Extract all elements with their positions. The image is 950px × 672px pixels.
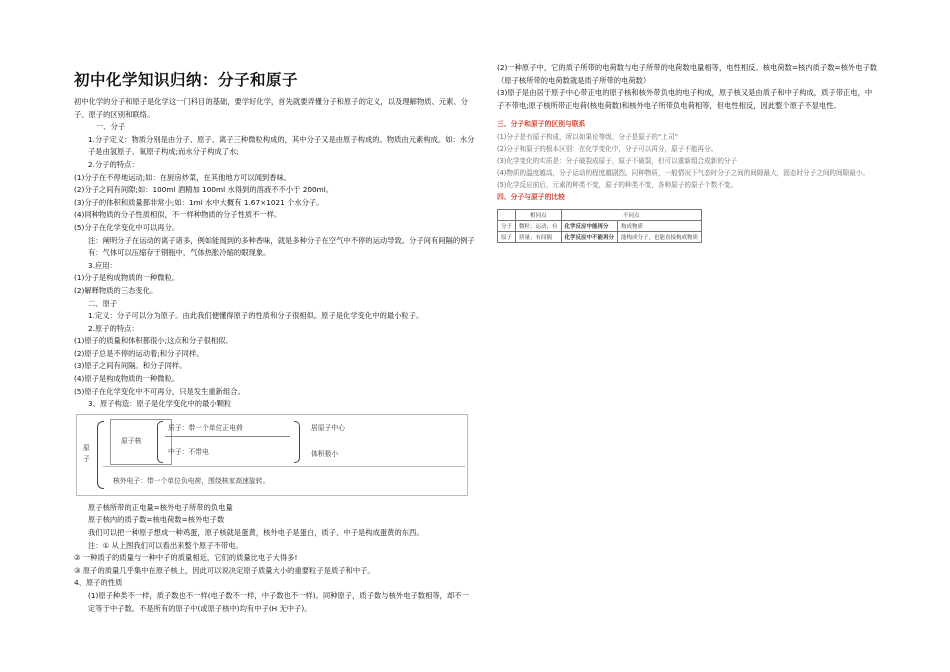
atom-structure-diagram	[76, 414, 468, 496]
table-cell: 化学反应中能再分	[561, 221, 618, 232]
atom-feature-1: (1)原子的质量和体积都很小;这点和分子很相似。	[74, 336, 233, 346]
right-column	[483, 62, 879, 243]
atom-feature-3: (3)原子之间有间隔。和分子同样。	[74, 361, 187, 371]
table-cell: 构成物质	[618, 221, 702, 232]
diagram-volume-label: 体积极小	[311, 449, 339, 458]
table-cell: 原子	[498, 232, 516, 243]
diagram-brace-right	[294, 421, 300, 463]
comparison-table	[497, 209, 702, 243]
atom-feature-4: (4)原子是构成物质的一种微粒。	[74, 374, 180, 384]
diagram-proton-label: 质子：带一个单位正电荷	[168, 423, 243, 432]
note-3: ③ 原子的质量几乎集中在原子核上，因此可以说决定原子质量大小的重要粒子是质子和中子。	[74, 565, 375, 575]
difference-item-5: (5)化学反应前后，元素的种类不变，原子的种类不变，各种原子的原子个数不变。	[497, 181, 738, 190]
molecule-definition: 1.分子定义：物质分别是由分子、原子、离子三种微粒构成的，其中分子又是由原子构成的。物质由元素构成。如：水分子是由氢原子、氧原子构成;而水分子构成了水;	[88, 134, 475, 157]
page-title: 初中化学知识归纳：分子和原子	[74, 71, 299, 89]
diagram-electron-label: 核外电子：带一个单位负电荷，围绕核家高速旋转。	[113, 476, 270, 485]
table-cell: 微粒；运动；有	[516, 221, 562, 232]
diagram-brace-nucleus	[157, 421, 163, 463]
molecule-application-1: (1)分子是构成物质的一种微粒。	[74, 273, 180, 283]
molecule-application-heading: 3.应用：	[88, 260, 117, 270]
charge-equality: 原子核所带的正电量=核外电子所带的负电量	[88, 502, 233, 512]
atom-feature-5: (5)原子在化学变化中不可再分，只是发生重新组合。	[74, 386, 245, 396]
diagram-separator	[165, 436, 290, 437]
diagram-brace-left	[97, 421, 104, 489]
atom-properties-heading: 4、原子的性质	[74, 578, 123, 588]
table-cell: 能构成分子，也能直接构成物质	[618, 232, 702, 243]
diagram-neutron-label: 中子：不带电	[168, 447, 209, 456]
molecule-features-heading: 2.分子的特点：	[88, 159, 139, 169]
section-atom-heading: 二、原子	[88, 298, 118, 308]
atom-features-heading: 2.原子的特点：	[88, 323, 139, 333]
note-1: 注：① 从上图我们可以看出来整个原子不带电。	[88, 540, 243, 550]
molecule-feature-3: (3)分子的体积和质量都非常小;如：1ml 水中大概有 1.67×1021 个水分子。	[74, 197, 324, 207]
difference-item-3: (3)化学变化的实质是：分子破裂成原子，原子不破裂，但可以重新组合成新的分子	[497, 157, 738, 166]
table-header-row	[498, 210, 702, 221]
section-molecule-heading: 一、分子	[96, 122, 126, 132]
difference-item-4: (4)物质的温度越高，分子运动的程度越剧烈。同种物质，一般情况下气态时分子之间的间隙最大，固态时分子之间的间隙最小。	[497, 169, 869, 178]
molecule-feature-4: (4)同种物质的分子性质相似，不一样种物质的分子性质不一样。	[74, 210, 282, 220]
atom-feature-2: (2)原子总是不停的运动着;和分子同样。	[74, 348, 204, 358]
left-column	[74, 58, 476, 615]
diagram-center-label: 居原子中心	[311, 423, 345, 432]
egg-analogy: 我们可以把一种原子想成一种鸡蛋，原子核就是蛋黄，核外电子是蛋白，质子、中子是构成蛋黄的东西。	[88, 528, 424, 538]
proton-count-equality: 原子核内的质子数=核电荷数=核外电子数	[88, 515, 225, 525]
section-comparison-heading: 四、分子与原子的比较	[497, 193, 565, 202]
diagram-divider	[103, 466, 465, 467]
molecule-feature-2: (2)分子之间有间隙;如：100ml 酒精加 100ml 水得到的溶液不不小于 200ml。	[74, 185, 334, 195]
atom-property-3: (3)原子是由居于原子中心带正电的原子核和核外带负电的电子构成，原子核又是由质子和中子构成，质子带正电，中子不带电;原子核所带正电荷(核电荷数)和核外电子所带负电荷相等，但电性相反，因此整个原子不显电性。	[497, 88, 873, 110]
difference-item-2: (2)分子和原子的根本区别：在化学变化中，分子可以再分，原子不能再分。	[497, 145, 718, 154]
molecule-feature-1: (1)分子在不停地运动;如：在厨房炒菜，在其他地方可以闻到香味。	[74, 172, 292, 182]
table-cell: 化学反应中不能再分	[561, 232, 618, 243]
table-cell: 质量；有间隔	[516, 232, 562, 243]
atom-structure-heading: 3、原子构造：原子是化学变化中的最小颗粒	[88, 399, 232, 409]
note-2: ② 一种质子的质量与一种中子的质量相近，它们的质量比电子大得多!	[74, 553, 298, 563]
table-header-diff: 不同点	[561, 210, 702, 221]
molecule-note: 注：阐明分子在运动的离子诸多，例如能闻到的多种香味，就是多种分子在空气中不停的运动导致。分子间有间隔的例子有：气体可以压缩存于钢瓶中，气体热胀冷缩的眼现象。	[88, 235, 475, 258]
table-row	[498, 232, 702, 243]
table-header-same: 相同点	[516, 210, 562, 221]
atom-property-2: (2)一种原子中，它的质子所带的电荷数与电子所带的电荷数电量相等，电性相反。核电荷数=核内质子数=核外电子数（原子核所带的电荷数就是质子所带的电荷数）	[497, 63, 878, 85]
table-cell: 分子	[498, 221, 516, 232]
section-difference-heading: 三、分子和原子的区别与联系	[497, 120, 586, 129]
diagram-atom-label: 原子	[83, 443, 90, 463]
table-row	[498, 221, 702, 232]
intro-paragraph: 初中化学的分子和原子是化学这一门科目的基础，要学好化学，首先就要弄懂分子和原子的定义，以及理解物质、元素、分子、原子的区别和联络。	[74, 97, 469, 119]
molecule-feature-5: (5)分子在化学变化中可以再分。	[74, 222, 180, 232]
atom-property-1: (1)原子种类不一样，质子数也不一样(电子数不一样，中子数也不一样)。同种原子，质子数与核外电子数相等，却不一定等于中子数。不是所有的原子中(或原子核中)均有中子(H 无中子)。	[88, 591, 469, 613]
molecule-application-2: (2)解释物质的三态变化。	[74, 285, 158, 295]
atom-definition: 1.定义：分子可以分为原子。由此我们便懂得原子的性质和分子很相似。原子是化学变化中的最小粒子。	[88, 311, 424, 321]
difference-item-1: (1)分子是有原子构成，所以如果论等级，分子是原子的“上司”	[497, 133, 679, 142]
diagram-nucleus-label: 原子核	[121, 436, 142, 445]
